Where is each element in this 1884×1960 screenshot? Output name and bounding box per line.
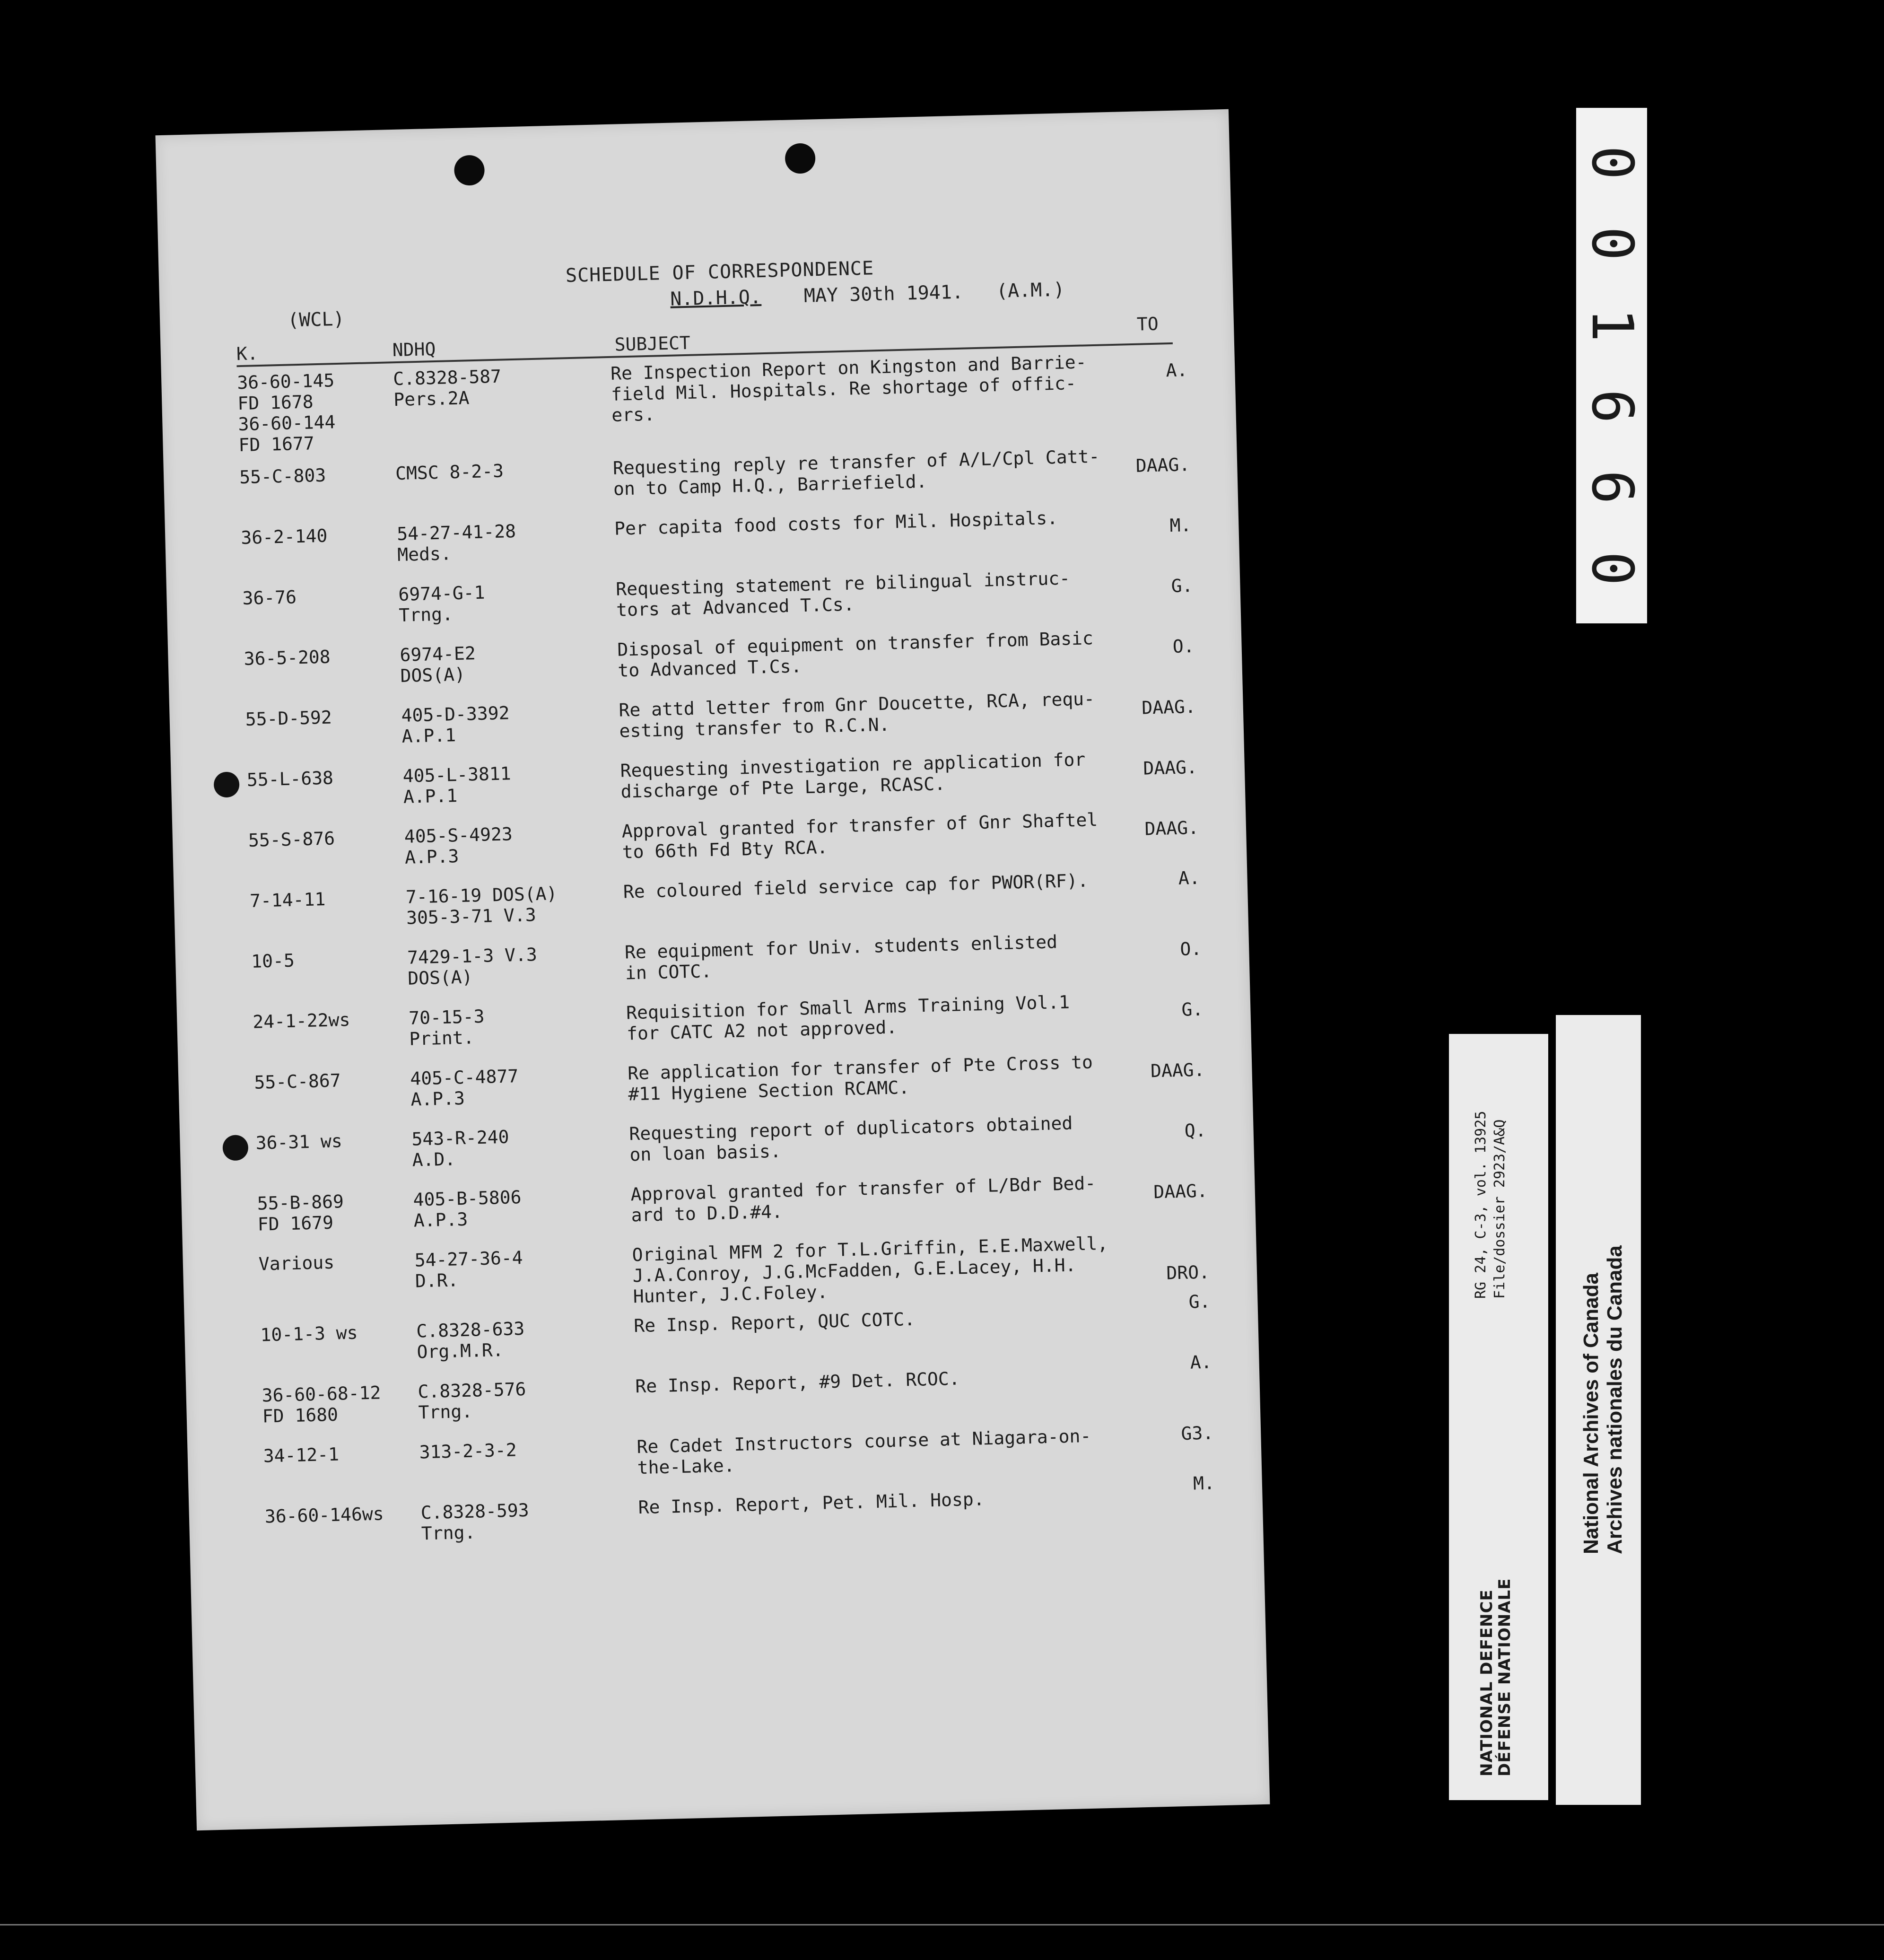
document-subtitle <box>670 279 1065 310</box>
margin-hole <box>222 1135 248 1161</box>
entry-subject: Re Insp. Report, Pet. Mil. Hosp. <box>638 1488 985 1518</box>
archive-reference-line1: RG 24, C-3, vol. 13925 <box>1473 1111 1489 1299</box>
entry-recipient: O. <box>1179 938 1202 960</box>
entry-subject: Re coloured field service cap for PWOR(RF). <box>623 870 1089 902</box>
entry-recipient: G. <box>1181 998 1204 1020</box>
entry-recipient: DAAG. <box>1150 1059 1205 1082</box>
entry-file-number: 24-1-22ws <box>252 1009 350 1032</box>
entry-file-number: 36-5-208 <box>244 646 331 670</box>
archives-name-en: National Archives of Canada <box>1579 1273 1603 1554</box>
entry-file-number: 36-60-68-12 FD 1680 <box>262 1382 381 1427</box>
frame-digit: 6 <box>1579 389 1645 423</box>
archives-name-fr: Archives nationales du Canada <box>1603 1245 1626 1554</box>
column-header-to: TO <box>1136 313 1159 335</box>
entry-subject: Original MFM 2 for T.L.Griffin, E.E.Maxwell, J.A.Conroy, J.G.McFadden, G.E.Lacey, H.H. Hunter, J.C.Foley. <box>632 1233 1108 1307</box>
entry-recipient: O. <box>1172 635 1195 657</box>
entry-subject: Requesting statement re bilingual instruc- tors at Advanced T.Cs. <box>615 568 1071 621</box>
entry-ndhq-ref: 405-B-5806 A.P.3 <box>413 1187 522 1231</box>
entry-ndhq-ref: 405-C-4877 A.P.3 <box>410 1066 519 1110</box>
department-name-en: NATIONAL DEFENCE <box>1477 1589 1496 1776</box>
entry-ndhq-ref: C.8328-576 Trng. <box>418 1378 526 1423</box>
entry-subject: Disposal of equipment on transfer from Basic to Advanced T.Cs. <box>617 628 1094 681</box>
entry-file-number: 36-2-140 <box>240 525 328 549</box>
entry-recipient: A. <box>1178 867 1201 889</box>
entry-file-number: 10-5 <box>251 950 295 972</box>
entry-recipient: G. <box>1171 575 1193 597</box>
entry-subject: Requesting report of duplicators obtained on loan basis. <box>628 1112 1073 1165</box>
document-date: MAY 30th 1941. <box>803 281 964 307</box>
frame-digit: 6 <box>1579 470 1645 505</box>
entry-file-number: 7-14-11 <box>249 888 326 911</box>
entry-ndhq-ref: 405-S-4923 A.P.3 <box>404 823 513 868</box>
entry-recipient: DAAG. <box>1144 817 1199 840</box>
entry-ndhq-ref: 54-27-41-28 Meds. <box>396 520 516 566</box>
frame-digit: 0 <box>1579 227 1645 261</box>
scan-border-line <box>0 1924 1884 1925</box>
entry-ndhq-ref: C.8328-633 Org.M.R. <box>416 1318 525 1363</box>
document-page <box>156 109 1270 1830</box>
entry-ndhq-ref: C.8328-587 Pers.2A <box>392 366 502 411</box>
entry-ndhq-ref: CMSC 8-2-3 <box>395 460 504 484</box>
national-archives-label <box>1556 1015 1641 1805</box>
entry-ndhq-ref: 54-27-36-4 D.R. <box>414 1247 523 1292</box>
entry-subject: Approval granted for transfer of Gnr Shaftel to 66th Fd Bty RCA. <box>621 809 1098 863</box>
entry-recipient: DRO. <box>1166 1261 1210 1284</box>
entry-recipient: A. <box>1166 359 1188 381</box>
entry-ndhq-ref: 6974-E2 DOS(A) <box>400 643 476 686</box>
column-header-subject: SUBJECT <box>614 332 691 355</box>
archive-reference-line2: File/dossier 2923/A&Q <box>1492 1119 1508 1299</box>
entry-ndhq-ref: 6974-G-1 Trng. <box>398 582 485 626</box>
entry-recipient: DAAG. <box>1141 696 1196 718</box>
entry-ndhq-ref: 543-R-240 A.D. <box>411 1126 509 1171</box>
entry-recipient: DAAG. <box>1135 454 1190 476</box>
entry-file-number: 55-C-803 <box>239 464 326 488</box>
correspondence-list <box>236 349 1215 1566</box>
entry-file-number: 36-76 <box>242 586 297 609</box>
entry-file-number: 36-31 ws <box>255 1130 343 1154</box>
entry-recipient: M. <box>1169 514 1192 536</box>
entry-ndhq-ref: 405-D-3392 A.P.1 <box>401 702 510 747</box>
column-header-ndhq: NDHQ <box>392 338 436 361</box>
entry-subject: Re attd letter from Gnr Doucette, RCA, requ- esting transfer to R.C.N. <box>618 688 1095 742</box>
entry-subject: Re Insp. Report, #9 Det. RCOC. <box>635 1368 960 1397</box>
column-header-k: K. <box>236 343 259 365</box>
entry-file-number: 55-B-869 FD 1679 <box>257 1191 344 1235</box>
entry-recipient: M. <box>1193 1472 1215 1494</box>
entry-file-number: 10-1-3 ws <box>260 1322 358 1346</box>
entry-subject: Requesting reply re transfer of A/L/Cpl Catt- on to Camp H.Q., Barriefield. <box>612 446 1100 499</box>
entry-recipient: Q. <box>1184 1120 1207 1141</box>
entry-recipient: G3. <box>1181 1422 1214 1444</box>
entry-file-number: 34-12-1 <box>263 1444 340 1467</box>
entry-file-number: 36-60-145 FD 1678 36-60-144 FD 1677 <box>236 370 336 456</box>
entry-subject: Re Inspection Report on Kingston and Barrie- field Mil. Hospitals. Re shortage of offic- ers. <box>610 351 1087 426</box>
frame-digit: 1 <box>1579 308 1645 342</box>
entry-subject: Approval granted for transfer of L/Bdr Bed- ard to D.D.#4. <box>630 1172 1096 1226</box>
entry-ndhq-ref: 313-2-3-2 <box>419 1439 517 1463</box>
archive-reference-label <box>1449 1034 1548 1800</box>
document-period: (A.M.) <box>996 279 1065 302</box>
wcl-label: (WCL) <box>287 308 345 332</box>
entry-subject: Re equipment for Univ. students enlisted in COTC. <box>624 931 1058 984</box>
frame-number-strip <box>1576 108 1647 623</box>
entry-file-number: 55-L-638 <box>246 767 334 790</box>
entry-recipient: A. <box>1190 1351 1212 1373</box>
entry-file-number: 55-D-592 <box>245 707 332 730</box>
entry-subject: Re Cadet Instructors course at Niagara-on- the-Lake. <box>637 1425 1091 1479</box>
entry-ndhq-ref: 7-16-19 DOS(A) 305-3-71 V.3 <box>405 883 558 928</box>
margin-hole <box>213 771 239 797</box>
entry-subject: Re application for transfer of Pte Cross to #11 Hygiene Section RCAMC. <box>627 1051 1093 1105</box>
entry-file-number: 36-60-146ws <box>264 1503 384 1527</box>
frame-digit: 0 <box>1579 551 1645 586</box>
entry-subject: Per capita food costs for Mil. Hospitals. <box>614 507 1058 539</box>
entry-file-number: Various <box>258 1251 335 1275</box>
entry-subject: Re Insp. Report, QUC COTC. <box>633 1308 916 1337</box>
document-title: SCHEDULE OF CORRESPONDENCE <box>565 257 874 287</box>
punch-hole-right <box>785 143 816 174</box>
entry-subject: Requesting investigation re application for discharge of Pte Large, RCASC. <box>620 749 1086 802</box>
frame-digit: 0 <box>1579 145 1645 180</box>
punch-hole-left <box>454 155 485 186</box>
entry-ndhq-ref: 7429-1-3 V.3 DOS(A) <box>407 944 538 989</box>
entry-file-number: 55-C-867 <box>253 1070 341 1093</box>
entry-recipient: DAAG. <box>1153 1180 1208 1203</box>
entry-recipient: G. <box>1188 1291 1211 1312</box>
entry-file-number: 55-S-876 <box>248 828 335 851</box>
entry-ndhq-ref: C.8328-593 Trng. <box>420 1499 530 1544</box>
entry-ndhq-ref: 70-15-3 Print. <box>408 1006 485 1050</box>
entry-recipient: DAAG. <box>1143 756 1198 779</box>
entry-ndhq-ref: 405-L-3811 A.P.1 <box>402 763 512 807</box>
entry-subject: Requisition for Small Arms Training Vol.1 for CATC A2 not approved. <box>626 991 1070 1044</box>
department-name-fr: DÉFENSE NATIONALE <box>1495 1578 1514 1776</box>
hq-label: N.D.H.Q. <box>670 286 762 310</box>
